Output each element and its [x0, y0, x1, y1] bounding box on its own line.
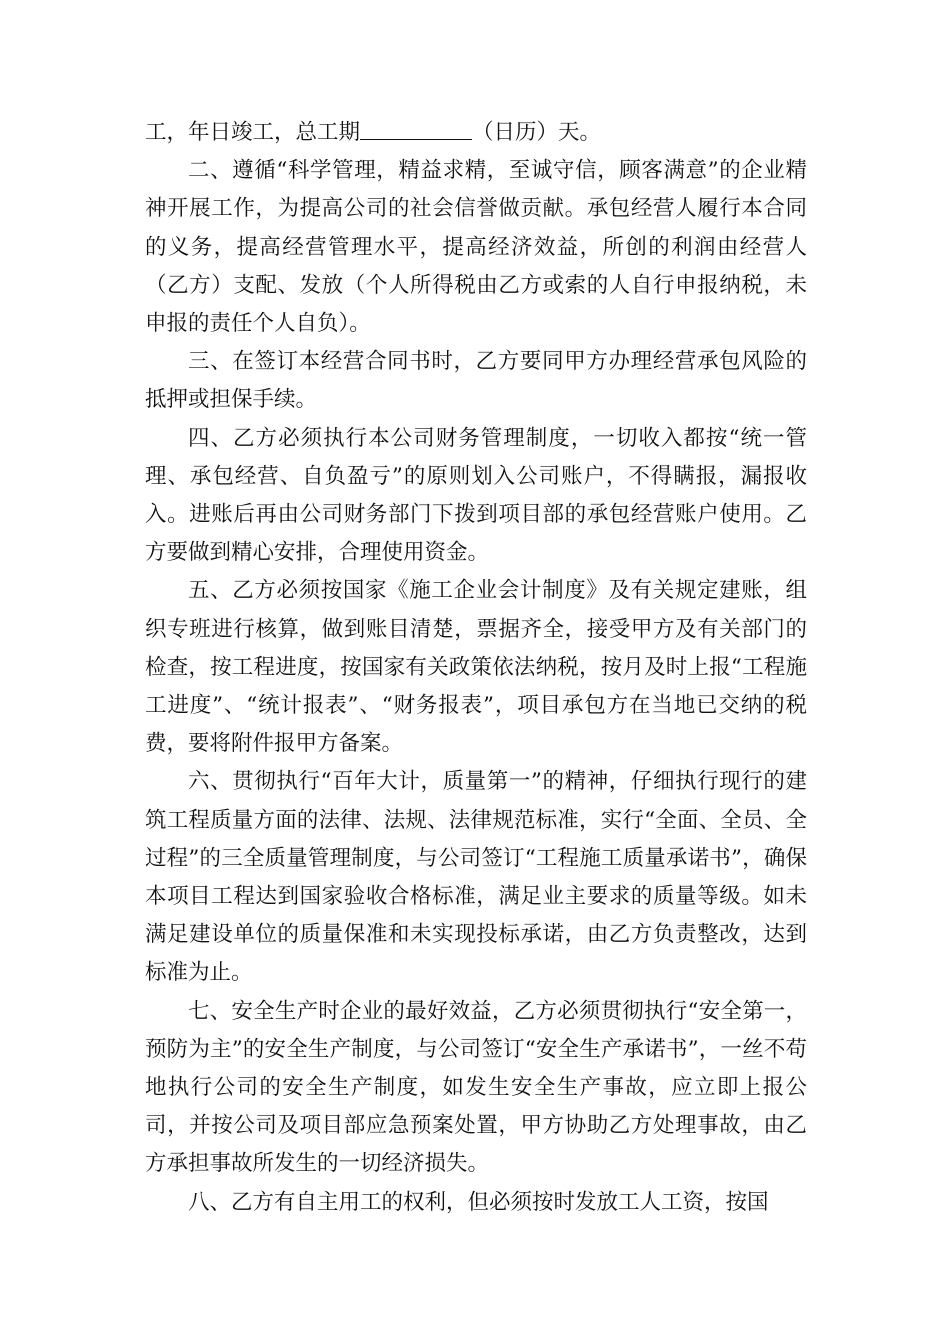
- clause-8: 八、乙方有自主用工的权利，但必须按时发放工人工资，按国: [188, 1189, 769, 1215]
- continuation-text: 工，年日竣工，总工期: [145, 120, 361, 145]
- continuation-text-end: （日历）天。: [472, 120, 602, 145]
- clause-7: 七、安全生产时企业的最好效益，乙方必须贯彻执行“安全第一，预防为主”的安全生产制度，与公司签订“安全生产承诺书”，一丝不苟地执行公司的安全生产制度，如发生安全生产事故，应立即上报公司，并按公司及项目部应急预案处置，甲方协助乙方处理事故，由乙方承担事故所发生的一切经济损失。: [145, 998, 807, 1177]
- clause-2: 二、遵循“科学管理，精益求精，至诚守信，顾客满意”的企业精神开展工作，为提高公司的社会信誉做贡献。承包经营人履行本合同的义务，提高经营管理水平，提高经济效益，所创的利润由经营人（乙方）支配、发放（个人所得税由乙方或索的人自行申报纳税，未申报的责任个人自负）。: [145, 158, 807, 337]
- continuation-line: [145, 114, 807, 152]
- clause-4: 四、乙方必须执行本公司财务管理制度，一切收入都按“统一管理、承包经营、自负盈亏”的原则划入公司账户，不得瞒报，漏报收入。进账后再由公司财务部门下拨到项目部的承包经营账户使用。乙方要做到精心安排，合理使用资金。: [145, 425, 807, 566]
- clause-3: 三、在签订本经营合同书时，乙方要同甲方办理经营承包风险的抵押或担保手续。: [145, 349, 807, 413]
- contract-body: [145, 114, 807, 1222]
- total-days-blank: [360, 117, 472, 140]
- clause-6: 六、贯彻执行“百年大计，质量第一”的精神，仔细执行现行的建筑工程质量方面的法律、法规、法律规范标准，实行“全面、全员、全过程”的三全质量管理制度，与公司签订“工程施工质量承诺书”，确保本项目工程达到国家验收合格标准，满足业主要求的质量等级。如未满足建设单位的质量保准和未实现投标承诺，由乙方负责整改，达到标准为止。: [145, 769, 807, 986]
- clause-5: 五、乙方必须按国家《施工企业会计制度》及有关规定建账，组织专班进行核算，做到账目清楚，票据齐全，接受甲方及有关部门的检查，按工程进度，按国家有关政策依法纳税，按月及时上报“工程施工进度”、“统计报表”、“财务报表”，项目承包方在当地已交纳的税费，要将附件报甲方备案。: [145, 578, 807, 757]
